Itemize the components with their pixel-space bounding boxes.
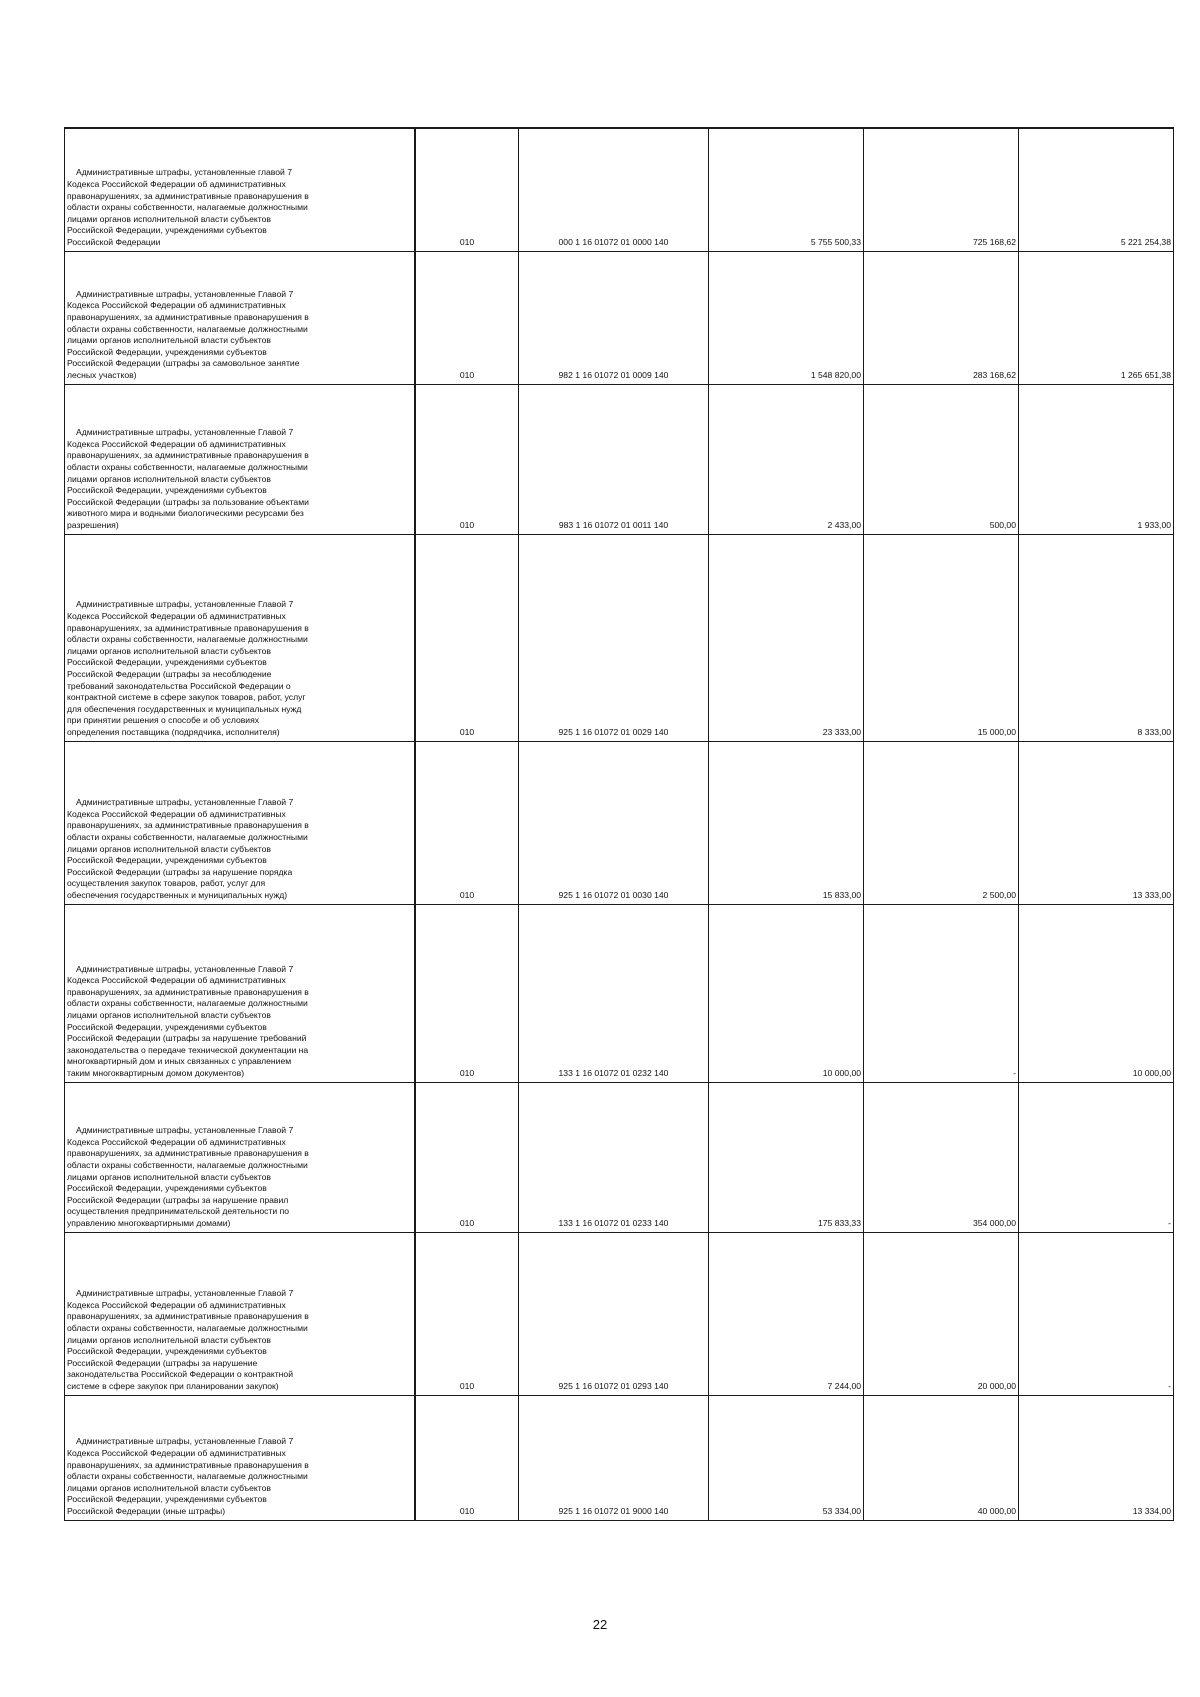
table-row (65, 128, 1174, 251)
row-description: Административные штрафы, установленные главой 7 Кодекса Российской Федерации об административных правонарушениях, за административные правонарушения в области охраны собственности, налагаемые должностными лицами органов исполнительной власти субъектов Российской Федерации, учреждениями субъектов Российской Федерации (65, 128, 416, 251)
row-unexecuted-amount: 8 333,00 (1019, 534, 1174, 741)
row-budget-code: 925 1 16 01072 01 0030 140 (519, 741, 709, 904)
row-executed-amount: 15 000,00 (864, 534, 1019, 741)
row-description: Административные штрафы, установленные Главой 7 Кодекса Российской Федерации об административных правонарушениях, за административные правонарушения в области охраны собственности, налагаемые должностными лицами органов исполнительной власти субъектов Российской Федерации, учреждениями субъектов Российской Федерации (штрафы за самовольное занятие лесных участков) (65, 251, 416, 384)
table-row (65, 1395, 1174, 1520)
row-line-code: 010 (415, 1082, 519, 1232)
row-unexecuted-amount: 1 265 651,38 (1019, 251, 1174, 384)
row-executed-amount: 500,00 (864, 384, 1019, 534)
row-approved-amount: 23 333,00 (709, 534, 864, 741)
row-budget-code: 133 1 16 01072 01 0233 140 (519, 1082, 709, 1232)
row-line-code: 010 (415, 904, 519, 1082)
table-row (65, 251, 1174, 384)
row-executed-amount: 20 000,00 (864, 1232, 1019, 1395)
row-description: Административные штрафы, установленные Главой 7 Кодекса Российской Федерации об административных правонарушениях, за административные правонарушения в области охраны собственности, налагаемые должностными лицами органов исполнительной власти субъектов Российской Федерации, учреждениями субъектов Российской Федерации (штрафы за несоблюдение требований законодательства Российской Федерации о контрактной системе в сфере закупок товаров, работ, услуг для обеспечения государственных и муниципальных нужд при принятии решения о способе и об условиях определения поставщика (подрядчика, исполнителя) (65, 534, 416, 741)
row-approved-amount: 175 833,33 (709, 1082, 864, 1232)
row-budget-code: 000 1 16 01072 01 0000 140 (519, 128, 709, 251)
row-approved-amount: 5 755 500,33 (709, 128, 864, 251)
table-row (65, 741, 1174, 904)
row-line-code: 010 (415, 251, 519, 384)
row-budget-code: 983 1 16 01072 01 0011 140 (519, 384, 709, 534)
row-approved-amount: 1 548 820,00 (709, 251, 864, 384)
row-executed-amount: 40 000,00 (864, 1395, 1019, 1520)
table-row (65, 904, 1174, 1082)
table-row (65, 1232, 1174, 1395)
row-unexecuted-amount: 13 333,00 (1019, 741, 1174, 904)
row-unexecuted-amount: - (1019, 1082, 1174, 1232)
row-description: Административные штрафы, установленные Главой 7 Кодекса Российской Федерации об административных правонарушениях, за административные правонарушения в области охраны собственности, налагаемые должностными лицами органов исполнительной власти субъектов Российской Федерации, учреждениями субъектов Российской Федерации (штрафы за нарушение порядка осуществления закупок товаров, работ, услуг для обеспечения государственных и муниципальных нужд) (65, 741, 416, 904)
row-executed-amount: - (864, 904, 1019, 1082)
row-approved-amount: 7 244,00 (709, 1232, 864, 1395)
row-description: Административные штрафы, установленные Главой 7 Кодекса Российской Федерации об административных правонарушениях, за административные правонарушения в области охраны собственности, налагаемые должностными лицами органов исполнительной власти субъектов Российской Федерации, учреждениями субъектов Российской Федерации (штрафы за пользование объектами животного мира и водными биологическими ресурсами без разрешения) (65, 384, 416, 534)
row-budget-code: 925 1 16 01072 01 0293 140 (519, 1232, 709, 1395)
row-budget-code: 925 1 16 01072 01 0029 140 (519, 534, 709, 741)
row-unexecuted-amount: 13 334,00 (1019, 1395, 1174, 1520)
row-line-code: 010 (415, 1232, 519, 1395)
table-row (65, 1082, 1174, 1232)
row-line-code: 010 (415, 741, 519, 904)
row-description: Административные штрафы, установленные Главой 7 Кодекса Российской Федерации об административных правонарушениях, за административные правонарушения в области охраны собственности, налагаемые должностными лицами органов исполнительной власти субъектов Российской Федерации, учреждениями субъектов Российской Федерации (штрафы за нарушение требований законодательства о передаче технической документации на многоквартирный дом и иных связанных с управлением таким многоквартирным домом документов) (65, 904, 416, 1082)
row-approved-amount: 10 000,00 (709, 904, 864, 1082)
table-row (65, 534, 1174, 741)
row-approved-amount: 15 833,00 (709, 741, 864, 904)
row-executed-amount: 354 000,00 (864, 1082, 1019, 1232)
row-line-code: 010 (415, 1395, 519, 1520)
row-executed-amount: 2 500,00 (864, 741, 1019, 904)
row-budget-code: 925 1 16 01072 01 9000 140 (519, 1395, 709, 1520)
row-line-code: 010 (415, 534, 519, 741)
row-approved-amount: 2 433,00 (709, 384, 864, 534)
row-executed-amount: 725 168,62 (864, 128, 1019, 251)
row-unexecuted-amount: 10 000,00 (1019, 904, 1174, 1082)
row-unexecuted-amount: 5 221 254,38 (1019, 128, 1174, 251)
row-approved-amount: 53 334,00 (709, 1395, 864, 1520)
row-unexecuted-amount: - (1019, 1232, 1174, 1395)
revenue-table (64, 127, 1174, 1521)
row-unexecuted-amount: 1 933,00 (1019, 384, 1174, 534)
row-line-code: 010 (415, 128, 519, 251)
row-description: Административные штрафы, установленные Главой 7 Кодекса Российской Федерации об административных правонарушениях, за административные правонарушения в области охраны собственности, налагаемые должностными лицами органов исполнительной власти субъектов Российской Федерации, учреждениями субъектов Российской Федерации (штрафы за нарушение правил осуществления предпринимательской деятельности по управлению многоквартирными домами) (65, 1082, 416, 1232)
table-row (65, 384, 1174, 534)
row-executed-amount: 283 168,62 (864, 251, 1019, 384)
row-budget-code: 133 1 16 01072 01 0232 140 (519, 904, 709, 1082)
row-description: Административные штрафы, установленные Главой 7 Кодекса Российской Федерации об административных правонарушениях, за административные правонарушения в области охраны собственности, налагаемые должностными лицами органов исполнительной власти субъектов Российской Федерации, учреждениями субъектов Российской Федерации (иные штрафы) (65, 1395, 416, 1520)
row-line-code: 010 (415, 384, 519, 534)
row-description: Административные штрафы, установленные Главой 7 Кодекса Российской Федерации об административных правонарушениях, за административные правонарушения в области охраны собственности, налагаемые должностными лицами органов исполнительной власти субъектов Российской Федерации, учреждениями субъектов Российской Федерации (штрафы за нарушение законодательства Российской Федерации о контрактной системе в сфере закупок при планировании закупок) (65, 1232, 416, 1395)
row-budget-code: 982 1 16 01072 01 0009 140 (519, 251, 709, 384)
page-number: 22 (592, 1617, 608, 1632)
